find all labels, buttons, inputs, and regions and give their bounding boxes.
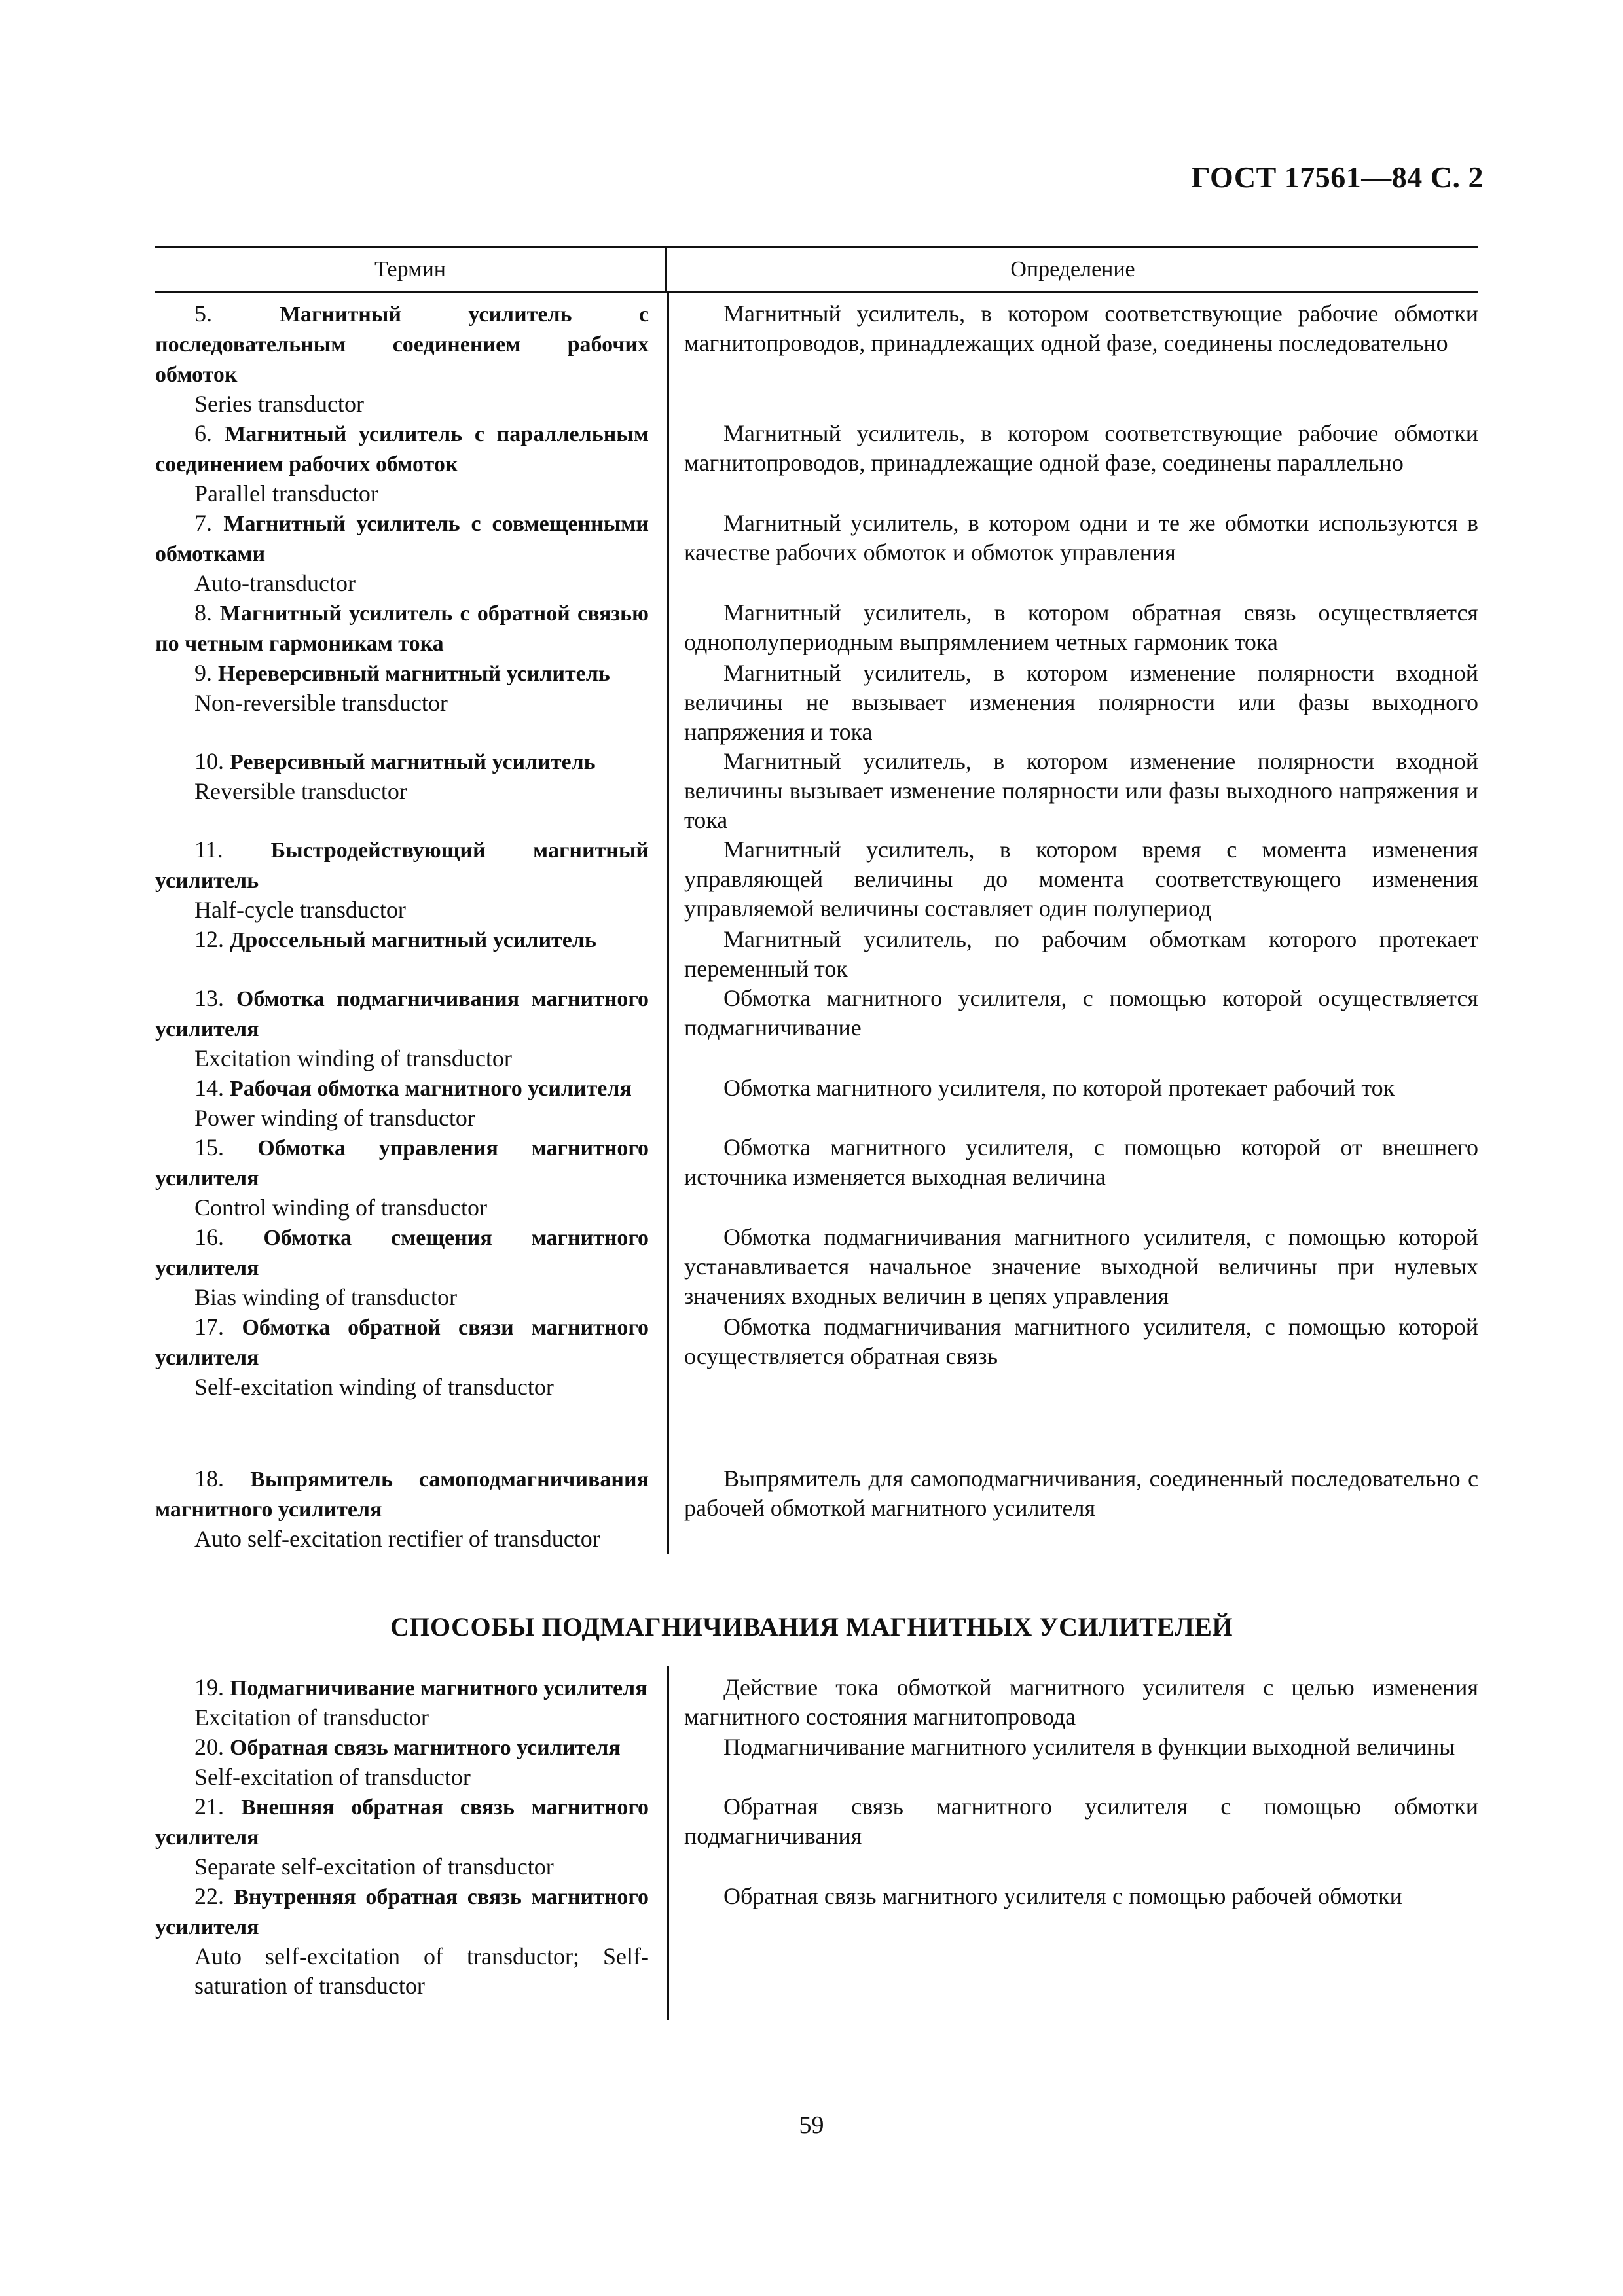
term-english-equivalent: Half-cycle transductor <box>194 897 406 923</box>
term-cell <box>155 1732 667 1792</box>
table-row <box>155 509 1478 598</box>
definition-cell <box>667 1673 1478 1732</box>
column-header-term: Термин <box>155 248 667 291</box>
term-cell <box>155 1312 667 1402</box>
document-reference: ГОСТ 17561—84 С. 2 <box>1191 160 1484 194</box>
term-english-equivalent: Bias winding of transductor <box>194 1284 457 1310</box>
term-english-equivalent: Auto-transductor <box>194 570 356 596</box>
term-cell <box>155 509 667 598</box>
term-cell <box>155 598 667 658</box>
term-cell <box>155 658 667 747</box>
term-cell <box>155 1464 667 1554</box>
term-number: 21. <box>194 1793 224 1820</box>
term-english-equivalent: Reversible transductor <box>194 778 407 804</box>
term-name: Обратная связь магнитного усилителя <box>230 1736 621 1760</box>
term-english-equivalent: Parallel transductor <box>194 480 378 507</box>
term-name: Внешняя обратная связь магнитного усилителя <box>155 1795 649 1850</box>
table-row <box>155 658 1478 747</box>
table-row <box>155 1312 1478 1402</box>
definition-cell <box>667 1882 1478 2001</box>
term-name: Выпрямитель самоподмагничивания магнитного усилителя <box>155 1467 649 1522</box>
table-header-row <box>155 248 1478 291</box>
definition-cell <box>667 509 1478 598</box>
term-cell <box>155 1673 667 1732</box>
term-number: 15. <box>194 1134 224 1160</box>
term-name: Обмотка управления магнитного усилителя <box>155 1136 649 1191</box>
term-name: Магнитный усилитель с обратной связью по четным гармоникам тока <box>155 601 649 656</box>
definition-cell <box>667 598 1478 658</box>
definition-text: Обмотка магнитного усилителя, с помощью которой от внешнего источника изменяется выходная величина <box>684 1134 1478 1190</box>
term-number: 17. <box>194 1314 224 1340</box>
term-name: Подмагничивание магнитного усилителя <box>230 1676 647 1700</box>
table-row <box>155 299 1478 419</box>
term-cell <box>155 835 667 925</box>
table-row <box>155 1073 1478 1133</box>
definition-text: Обратная связь магнитного усилителя с помощью рабочей обмотки <box>723 1883 1402 1909</box>
table-row <box>155 1223 1478 1312</box>
definition-text: Магнитный усилитель, в котором соответствующие рабочие обмотки магнитопроводов, принадлежащих одной фазе, соединены последовательно <box>684 300 1478 356</box>
definition-text: Магнитный усилитель, в котором обратная связь осуществляется однополупериодным выпрямлением четных гармоник тока <box>684 600 1478 655</box>
term-english-equivalent: Excitation of transductor <box>194 1704 429 1731</box>
definition-cell <box>667 299 1478 419</box>
definition-text: Обмотка магнитного усилителя, по которой протекает рабочий ток <box>723 1075 1395 1101</box>
table-row <box>155 1882 1478 2001</box>
terms-table <box>155 246 1478 1554</box>
table-row <box>155 1673 1478 1732</box>
term-name: Обмотка обратной связи магнитного усилителя <box>155 1316 649 1370</box>
table-row <box>155 1732 1478 1792</box>
term-name: Реверсивный магнитный усилитель <box>230 750 596 774</box>
definition-text: Обмотка подмагничивания магнитного усилителя, с помощью которой осуществляется обратная связь <box>684 1314 1478 1369</box>
definition-text: Подмагничивание магнитного усилителя в функции выходной величины <box>723 1734 1455 1760</box>
definition-text: Магнитный усилитель, в котором изменение полярности входной величины не вызывает изменения полярности или фазы выходного напряжения и тока <box>684 660 1478 745</box>
term-cell <box>155 747 667 835</box>
term-number: 5. <box>194 300 212 327</box>
definition-text: Магнитный усилитель, по рабочим обмоткам которого протекает переменный ток <box>684 926 1478 982</box>
term-name: Магнитный усилитель с совмещенными обмотками <box>155 512 649 566</box>
term-english-equivalent: Auto self-excitation rectifier of transductor <box>194 1526 600 1552</box>
page-number: 59 <box>799 2111 824 2139</box>
term-name: Внутренняя обратная связь магнитного усилителя <box>155 1885 649 1939</box>
table-row <box>155 1133 1478 1223</box>
term-number: 11. <box>194 836 223 863</box>
column-divider <box>667 293 669 1554</box>
term-number: 8. <box>194 600 212 626</box>
term-english-equivalent: Self-excitation of transductor <box>194 1764 471 1790</box>
table-body <box>155 293 1478 1554</box>
term-number: 19. <box>194 1674 224 1700</box>
table-row <box>155 747 1478 835</box>
term-cell <box>155 1792 667 1882</box>
definition-cell <box>667 419 1478 509</box>
term-name: Нереверсивный магнитный усилитель <box>218 662 610 686</box>
term-number: 12. <box>194 926 224 952</box>
definition-text: Магнитный усилитель, в котором изменение полярности входной величины вызывает изменение полярности или фазы выходного напряжения и тока <box>684 748 1478 833</box>
term-number: 20. <box>194 1734 224 1760</box>
definition-cell <box>667 1792 1478 1882</box>
definition-cell <box>667 984 1478 1073</box>
term-name: Рабочая обмотка магнитного усилителя <box>230 1077 632 1101</box>
term-number: 14. <box>194 1075 224 1101</box>
definition-cell <box>667 925 1478 984</box>
table-rows <box>155 293 1478 1554</box>
term-number: 9. <box>194 660 212 686</box>
term-cell <box>155 925 667 984</box>
definition-cell <box>667 747 1478 835</box>
term-number: 10. <box>194 748 224 774</box>
term-english-equivalent: Auto self-excitation of transductor; Self-saturation of transductor <box>194 1943 649 1999</box>
term-name: Магнитный усилитель с последовательным соединением рабочих обмоток <box>155 302 649 387</box>
term-name: Магнитный усилитель с параллельным соединением рабочих обмоток <box>155 422 649 476</box>
term-cell <box>155 299 667 419</box>
definition-text: Магнитный усилитель, в котором соответствующие рабочие обмотки магнитопроводов, принадлежащие одной фазе, соединены параллельно <box>684 420 1478 476</box>
definition-cell <box>667 1464 1478 1554</box>
table-row <box>155 419 1478 509</box>
definition-cell <box>667 1133 1478 1223</box>
table-row <box>155 1792 1478 1882</box>
term-cell <box>155 1133 667 1223</box>
table-row <box>155 835 1478 925</box>
term-number: 18. <box>194 1465 224 1492</box>
term-name: Дроссельный магнитный усилитель <box>230 928 596 952</box>
term-number: 22. <box>194 1883 224 1909</box>
term-number: 6. <box>194 420 212 446</box>
table-row <box>155 925 1478 984</box>
term-english-equivalent: Control winding of transductor <box>194 1194 487 1221</box>
definition-cell <box>667 658 1478 747</box>
term-cell <box>155 1882 667 2001</box>
term-english-equivalent: Power winding of transductor <box>194 1105 475 1131</box>
table-row <box>155 984 1478 1073</box>
section-heading: СПОСОБЫ ПОДМАГНИЧИВАНИЯ МАГНИТНЫХ УСИЛИТЕЛЕЙ <box>390 1612 1233 1641</box>
term-name: Быстродействующий магнитный усилитель <box>155 838 649 893</box>
definition-text: Действие тока обмоткой магнитного усилителя с целью изменения магнитного состояния магнитопровода <box>684 1674 1478 1730</box>
term-cell <box>155 1073 667 1133</box>
section-table-rows <box>155 1666 1478 2020</box>
term-number: 7. <box>194 510 212 536</box>
definition-cell <box>667 1073 1478 1133</box>
term-cell <box>155 1223 667 1312</box>
section-table-body <box>155 1666 1478 2020</box>
definition-text: Выпрямитель для самоподмагничивания, соединенный последовательно с рабочей обмоткой магнитного усилителя <box>684 1465 1478 1521</box>
term-name: Обмотка смещения магнитного усилителя <box>155 1226 649 1280</box>
definition-cell <box>667 1312 1478 1402</box>
term-number: 13. <box>194 985 224 1011</box>
term-english-equivalent: Series transductor <box>194 391 364 417</box>
definition-cell <box>667 1223 1478 1312</box>
definition-text: Обратная связь магнитного усилителя с помощью обмотки подмагничивания <box>684 1793 1478 1849</box>
term-english-equivalent: Separate self-excitation of transductor <box>194 1854 554 1880</box>
definition-cell <box>667 1732 1478 1792</box>
section-terms-table <box>155 1666 1478 2020</box>
definition-text: Обмотка магнитного усилителя, с помощью которой осуществляется подмагничивание <box>684 985 1478 1041</box>
table-row <box>155 1464 1478 1554</box>
term-cell <box>155 419 667 509</box>
term-cell <box>155 984 667 1073</box>
definition-text: Обмотка подмагничивания магнитного усилителя, с помощью которой устанавливается начальное значение выходной величины при нулевых значениях входных величин в цепях управления <box>684 1224 1478 1309</box>
column-header-definition: Определение <box>1010 257 1135 281</box>
term-english-equivalent: Non-reversible transductor <box>194 690 448 716</box>
column-divider <box>667 1666 669 2020</box>
term-number: 16. <box>194 1224 224 1250</box>
definition-text: Магнитный усилитель, в котором одни и те же обмотки используются в качестве рабочих обмоток и обмоток управления <box>684 510 1478 565</box>
term-name: Обмотка подмагничивания магнитного усилителя <box>155 987 649 1041</box>
term-english-equivalent: Self-excitation winding of transductor <box>194 1374 554 1400</box>
definition-cell <box>667 835 1478 925</box>
term-english-equivalent: Excitation winding of transductor <box>194 1045 512 1071</box>
definition-text: Магнитный усилитель, в котором время с момента изменения управляющей величины до момента соответствующего изменения управляемой величины составляет один полупериод <box>684 836 1478 922</box>
table-row <box>155 598 1478 658</box>
